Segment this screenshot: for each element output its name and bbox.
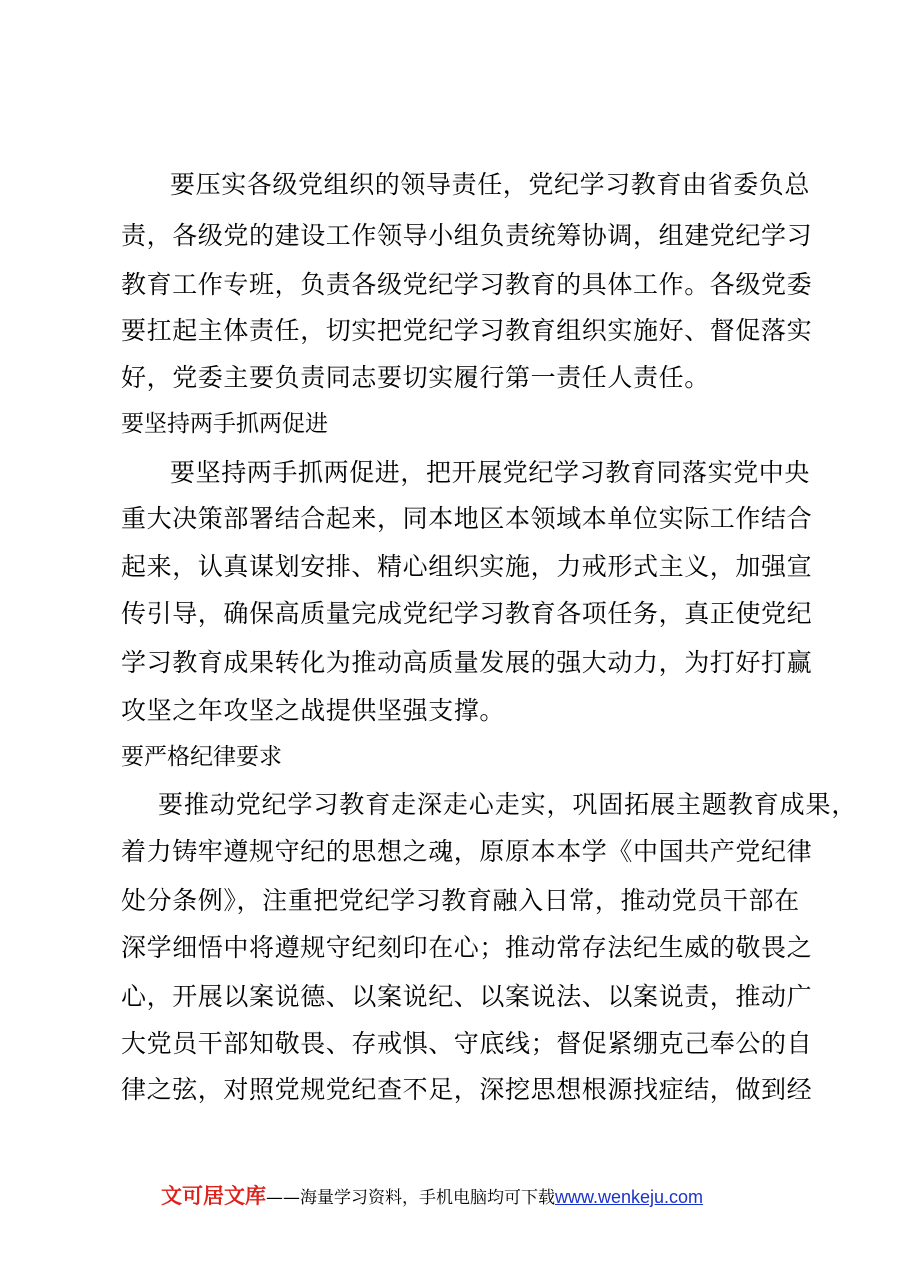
paragraph-1-line-5: 好，党委主要负责同志要切实履行第一责任人责任。 (121, 363, 710, 392)
paragraph-2-line-2: 重大决策部署结合起来，同本地区本领域本单位实际工作结合 (121, 504, 813, 533)
paragraph-2-line-6: 攻坚之年攻坚之战提供坚强支撑。 (121, 696, 506, 725)
section-heading-two-hands: 要坚持两手抓两促进 (121, 411, 328, 437)
paragraph-2-line-3: 起来，认真谋划安排、精心组织实施，力戒形式主义，加强宣 (121, 552, 813, 581)
footer-website-link[interactable]: www.wenkeju.com (555, 1187, 704, 1207)
paragraph-3-line-5: 心，开展以案说德、以案说纪、以案说法、以案说责，推动广 (121, 982, 813, 1011)
paragraph-2-line-4: 传引导，确保高质量完成党纪学习教育各项任务，真正使党纪 (121, 599, 813, 628)
footer-tagline: ——海量学习资料，手机电脑均可下载 (266, 1188, 555, 1208)
paragraph-2-line-5: 学习教育成果转化为推动高质量发展的强大动力，为打好打赢 (121, 648, 813, 677)
paragraph-3-line-4: 深学细悟中将遵规守纪刻印在心；推动常存法纪生威的敬畏之 (121, 933, 813, 962)
footer-banner (161, 1183, 703, 1211)
footer-brand: 文可居文库 (161, 1184, 266, 1208)
paragraph-1-line-3: 教育工作专班，负责各级党纪学习教育的具体工作。各级党委 (121, 270, 813, 299)
section-heading-discipline: 要严格纪律要求 (121, 744, 282, 770)
paragraph-3-line-7: 律之弦，对照党规党纪查不足，深挖思想根源找症结，做到经 (121, 1075, 813, 1104)
paragraph-1-line-2: 责，各级党的建设工作领导小组负责统筹协调，组建党纪学习 (121, 221, 813, 250)
paragraph-3-line-6: 大党员干部知敬畏、存戒惧、守底线；督促紧绷克己奉公的自 (121, 1029, 813, 1058)
paragraph-3-line-2: 着力铸牢遵规守纪的思想之魂，原原本本学《中国共产党纪律 (121, 837, 813, 866)
paragraph-3-line-1: 要推动党纪学习教育走深走心走实，巩固拓展主题教育成果， (158, 790, 858, 819)
paragraph-3-line-3: 处分条例》，注重把党纪学习教育融入日常，推动党员干部在 (121, 886, 800, 915)
paragraph-1-line-1: 要压实各级党组织的领导责任，党纪学习教育由省委负总 (170, 170, 811, 199)
paragraph-2-line-1: 要坚持两手抓两促进，把开展党纪学习教育同落实党中央 (170, 458, 811, 487)
paragraph-1-line-4: 要扛起主体责任，切实把党纪学习教育组织实施好、督促落实 (121, 316, 813, 345)
